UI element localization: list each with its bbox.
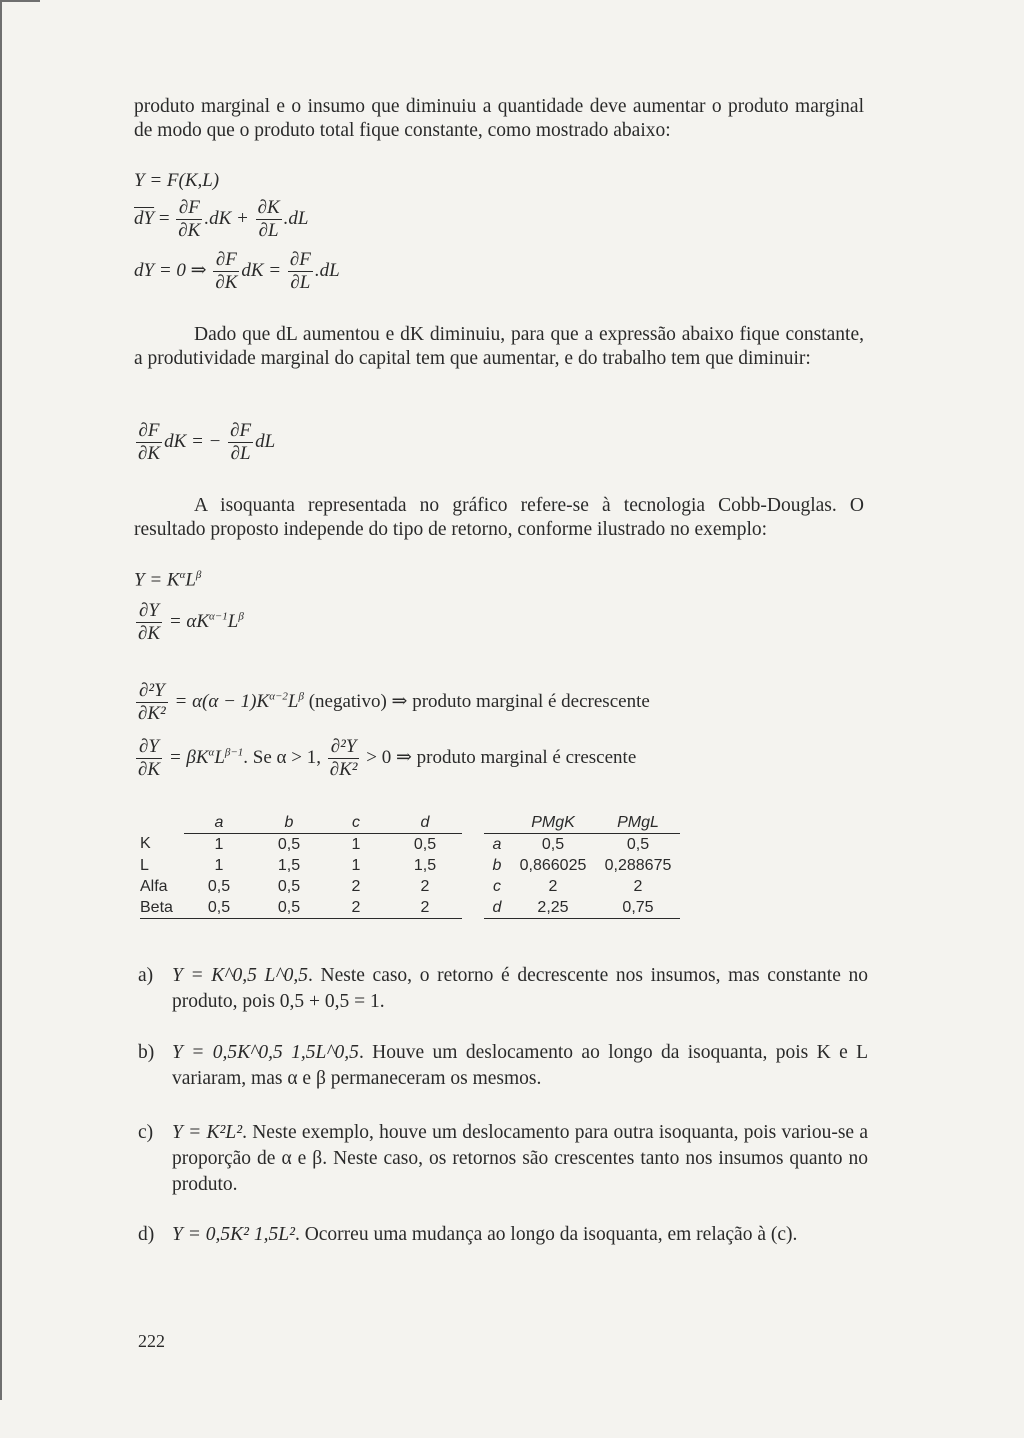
numerator: ∂²Y xyxy=(328,736,360,759)
fraction-dF-dK xyxy=(136,420,162,465)
denominator: ∂K xyxy=(138,759,161,780)
exponent-alpha: α xyxy=(179,569,186,581)
item-label: c) xyxy=(138,1122,154,1143)
note-decreasing: (negativo) ⇒ produto marginal é decrescente xyxy=(303,690,650,712)
equation-second-derivative xyxy=(134,680,650,725)
table-cell: 1 xyxy=(351,856,361,874)
row-label: b xyxy=(492,856,502,874)
table-cell: 2 xyxy=(351,877,361,895)
numerator: ∂F xyxy=(176,197,202,220)
table-cell: 0,5 xyxy=(277,835,301,853)
table-cell: 0,5 xyxy=(541,835,565,853)
exponent-alpha-minus-2: α−2 xyxy=(269,690,288,703)
numerator: ∂F xyxy=(230,420,252,441)
table-cell: 0,5 xyxy=(277,877,301,895)
list-item xyxy=(138,963,868,1015)
table-row xyxy=(140,855,462,876)
paragraph-3: A isoquanta representada no gráfico refere-se à tecnologia Cobb-Douglas. O resultado proposto independe do tipo de retorno, conforme ilustrado no exemplo: xyxy=(134,495,864,540)
denominator: ∂K xyxy=(138,443,161,464)
table-header-row xyxy=(484,812,680,834)
exponent-beta-minus-1: β−1 xyxy=(224,746,244,759)
item-text: . Neste caso, o retorno é decrescente nos insumos, mas constante no produto, pois 0,5 + 0,5 = 1. xyxy=(172,965,868,1012)
exponent-beta: β xyxy=(238,610,244,623)
numerator: ∂Y xyxy=(136,600,162,623)
numerator: ∂²Y xyxy=(136,680,168,703)
dL-term: dL xyxy=(255,430,276,452)
fraction-dK-dL xyxy=(256,197,282,242)
table-cell: 0,288675 xyxy=(604,856,672,874)
equation-production-function: Y = F(K,L) xyxy=(134,170,220,191)
fraction-dY-dK xyxy=(136,600,162,645)
equation-total-differential xyxy=(134,197,309,242)
row-label: L xyxy=(140,856,149,874)
equals-sign: = xyxy=(154,207,175,229)
table-row xyxy=(484,834,680,856)
dL-term: .dL xyxy=(283,207,309,229)
equation-increasing-case xyxy=(134,736,636,781)
dK-plus-term: .dK + xyxy=(204,207,254,229)
row-label: d xyxy=(484,897,510,919)
fraction-dF-dK xyxy=(176,197,202,242)
row-label: Beta xyxy=(140,897,184,919)
table-cell: 2,25 xyxy=(510,897,596,919)
page-number: 222 xyxy=(138,1331,165,1351)
L-term: L xyxy=(185,569,196,591)
table-row xyxy=(484,897,680,919)
marginal-products-table xyxy=(484,812,680,919)
table-cell: 1,5 xyxy=(413,856,437,874)
note-increasing: > 0 ⇒ produto marginal é crescente xyxy=(361,746,637,768)
table-cell: 0,866025 xyxy=(519,856,587,874)
paragraph-2: Dado que dL aumentou e dK diminuiu, para que a expressão abaixo fique constante, a produtividade marginal do capital tem que aumentar, e do trabalho tem que diminuir: xyxy=(134,324,864,369)
table-row xyxy=(140,834,462,856)
fraction-dF-dK xyxy=(213,249,239,294)
condition-alpha-gt-1: . Se α > 1, xyxy=(243,746,326,768)
equation-cobb-douglas xyxy=(134,569,201,591)
column-header: PMgL xyxy=(596,812,680,834)
numerator: ∂F xyxy=(136,420,162,443)
table-cell: 0,5 xyxy=(413,835,437,853)
exponent-alpha: α xyxy=(208,746,215,759)
numerator: ∂K xyxy=(257,197,280,218)
exponent-alpha-minus-1: α−1 xyxy=(209,610,228,623)
denominator: ∂K² xyxy=(329,759,358,780)
table-cell: 2 xyxy=(633,877,643,895)
numerator: ∂F xyxy=(213,249,239,272)
list-item xyxy=(138,1120,868,1198)
dY-term: $\overline{dY}$ xyxy=(134,207,155,229)
item-text: . Houve um deslocamento ao longo da isoquanta, pois K e L variaram, mas α e β permaneceram os mesmos. xyxy=(172,1042,869,1089)
exponent-beta: β xyxy=(195,569,202,581)
list-item xyxy=(138,1040,868,1092)
fraction-d2Y-dK2 xyxy=(328,736,360,781)
table-cell: 1,5 xyxy=(277,856,301,874)
table-row xyxy=(140,897,462,919)
denominator: ∂K xyxy=(138,623,161,644)
L-term: L xyxy=(214,746,225,768)
table-cell: 0,75 xyxy=(596,897,680,919)
column-header: b xyxy=(254,812,324,834)
rhs-alpha-K: = αK xyxy=(164,610,210,632)
item-text: . Ocorreu uma mudança ao longo da isoquanta, em relação à (c). xyxy=(294,1224,798,1245)
L-term: L xyxy=(287,690,299,712)
denominator: ∂L xyxy=(230,443,251,464)
row-label: a xyxy=(492,835,502,853)
item-formula: Y = K²L² xyxy=(172,1122,243,1143)
table-cell: 1 xyxy=(351,835,361,853)
table-row xyxy=(140,876,462,897)
table-cell: 0,5 xyxy=(184,897,254,919)
fraction-dF-dL xyxy=(228,420,253,465)
column-header: a xyxy=(184,812,254,834)
table-cell: 0,5 xyxy=(626,835,650,853)
numerator: ∂Y xyxy=(136,736,162,759)
row-label: K xyxy=(140,835,151,853)
table-cell: 1 xyxy=(214,856,224,874)
Y-equals-K: Y = K xyxy=(134,569,180,591)
L-term: L xyxy=(227,610,239,632)
table-cell: 2 xyxy=(548,877,558,895)
exponent-beta: β xyxy=(298,690,304,703)
table-header-row xyxy=(140,812,462,834)
table-row xyxy=(484,855,680,876)
denominator: ∂K² xyxy=(138,703,166,724)
scan-edge-top xyxy=(0,0,40,8)
item-label: a) xyxy=(138,965,154,986)
equation-marginal-balance xyxy=(134,420,275,465)
list-item xyxy=(138,1222,868,1248)
fraction-dY-dK xyxy=(136,736,162,781)
column-header: PMgK xyxy=(510,812,596,834)
item-label: d) xyxy=(138,1224,155,1245)
item-formula: Y = 0,5K² 1,5L² xyxy=(172,1224,295,1245)
fraction-dF-dL xyxy=(288,249,313,294)
table-cell: 0,5 xyxy=(207,877,231,895)
numerator: ∂F xyxy=(289,249,311,270)
item-text: . Neste exemplo, houve um deslocamento para outra isoquanta, pois variou-se a proporção de α e β. Neste caso, os retornos são crescentes tanto nos insumos quanto no produto. xyxy=(172,1122,868,1195)
scan-edge-left xyxy=(0,0,12,1400)
parameters-table xyxy=(140,812,462,919)
dK-equals-term: dK = xyxy=(241,259,286,281)
rhs-beta-K: = βK xyxy=(164,746,209,768)
row-label: Alfa xyxy=(140,877,168,895)
rhs-alpha-term: = α(α − 1)K xyxy=(169,690,270,712)
item-label: b) xyxy=(138,1042,155,1063)
item-formula: Y = 0,5K^0,5 1,5L^0,5 xyxy=(172,1042,359,1063)
dY-zero-implies: dY = 0 ⇒ xyxy=(134,259,212,281)
table-cell: 1 xyxy=(214,835,224,853)
dK-equals-minus: dK = − xyxy=(164,430,227,452)
paragraph-1: produto marginal e o insumo que diminuiu a quantidade deve aumentar o produto marginal de modo que o produto total fique constante, como mostrado abaixo: xyxy=(134,96,864,141)
equation-zero-differential xyxy=(134,249,340,294)
row-label: c xyxy=(493,877,501,895)
equation-marginal-product-K xyxy=(134,600,244,645)
table-cell: 2 xyxy=(420,877,430,895)
denominator: ∂L xyxy=(258,220,279,241)
item-formula: Y = K^0,5 L^0,5 xyxy=(172,965,308,986)
column-header: c xyxy=(324,812,388,834)
fraction-d2Y-dK2 xyxy=(136,680,168,725)
denominator: ∂L xyxy=(290,272,311,293)
denominator: ∂K xyxy=(215,272,238,293)
denominator: ∂K xyxy=(178,220,201,241)
table-row xyxy=(484,876,680,897)
column-header: d xyxy=(388,812,462,834)
dL-term: .dL xyxy=(314,259,340,281)
table-cell: 0,5 xyxy=(254,897,324,919)
table-cell: 2 xyxy=(388,897,462,919)
table-cell: 2 xyxy=(324,897,388,919)
